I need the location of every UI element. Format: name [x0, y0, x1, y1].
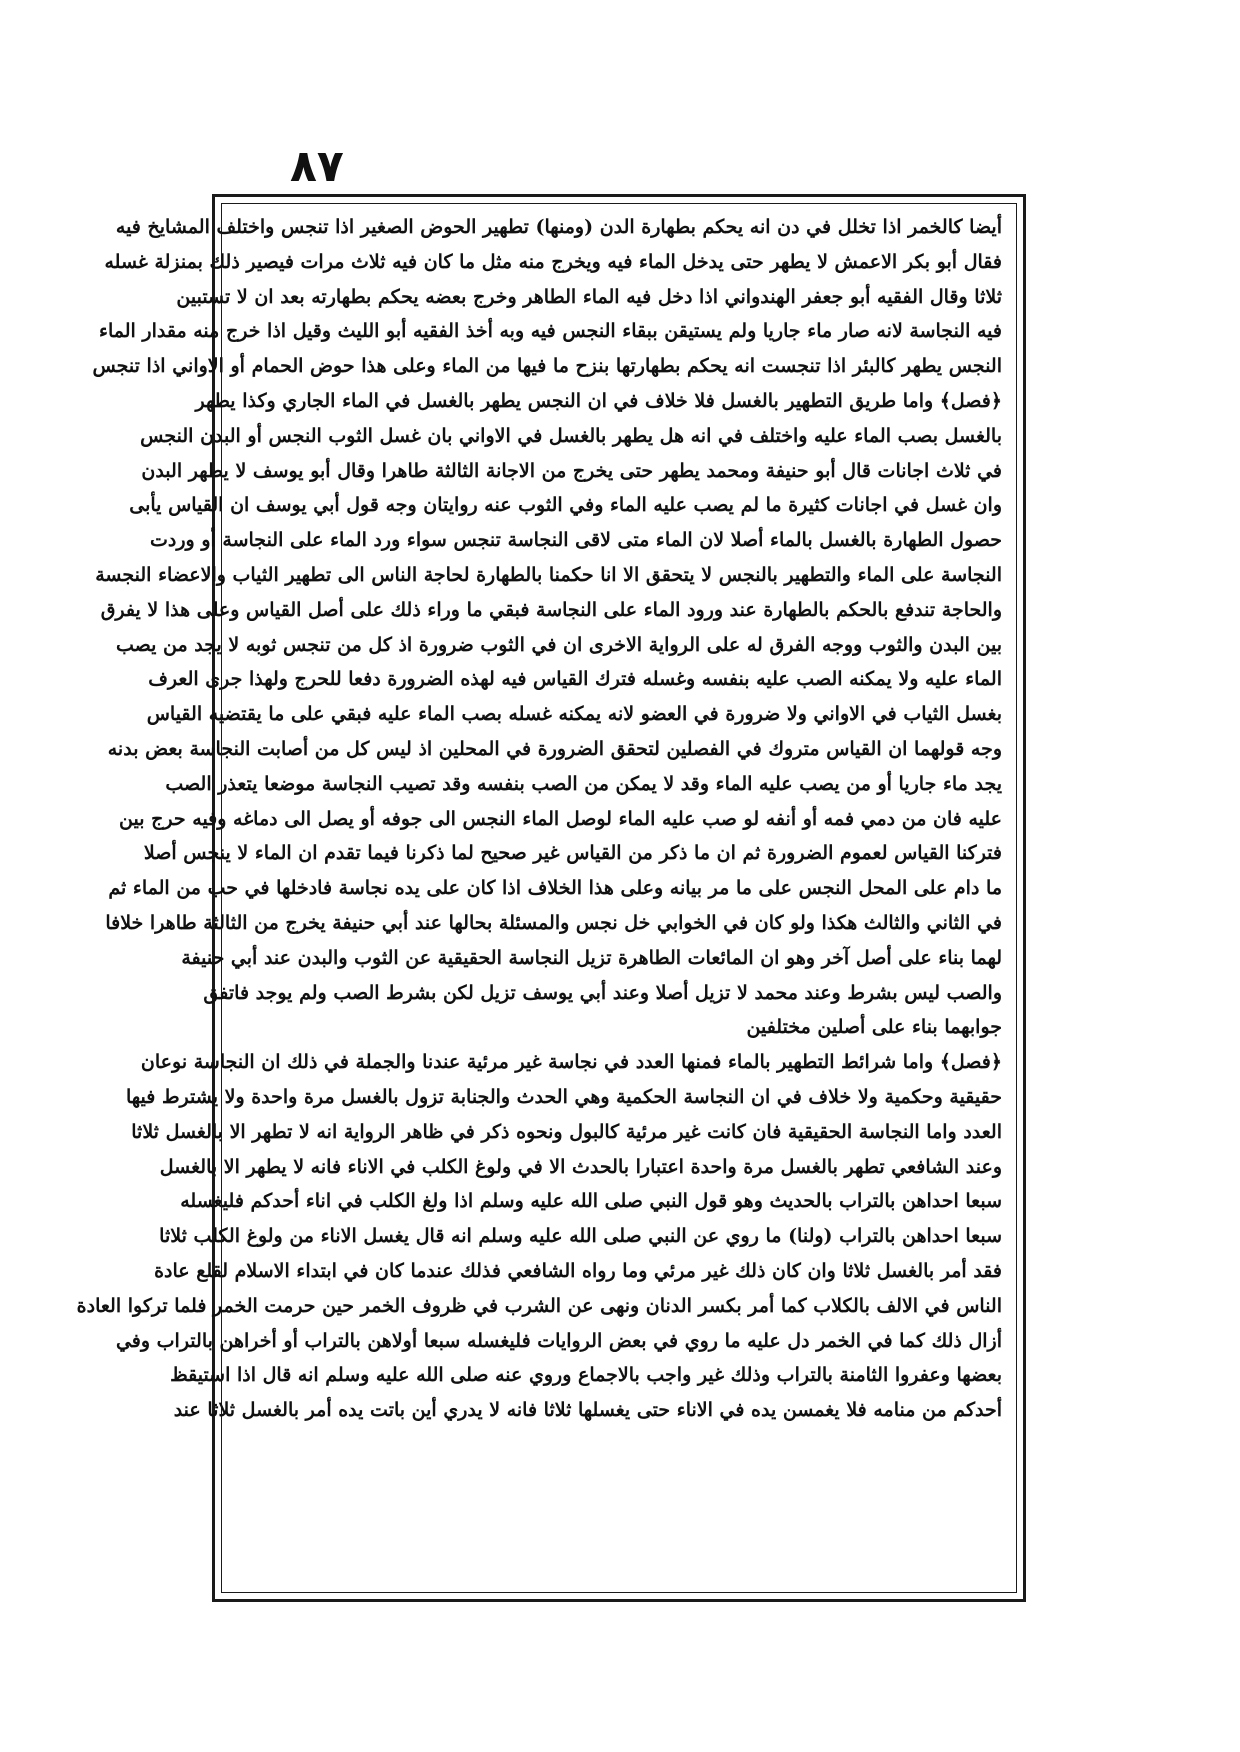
text-line: سبعا احداهن بالتراب بالحديث وهو قول النبي صلى الله عليه وسلم اذا ولغ الكلب في اناء أحدكم فليغسله: [180, 1190, 1002, 1213]
section-heading-line: ﴿فصل﴾ واما طريق التطهير بالغسل فلا خلاف في ان النجس يطهر بالغسل في الماء الجاري وكذا يطهر: [195, 389, 1002, 412]
text-line: بالغسل بصب الماء عليه واختلف في انه هل يطهر بالغسل في الاواني بان غسل الثوب النجس أو البدن النجس: [140, 424, 1002, 447]
text-line: العدد واما النجاسة الحقيقية فان كانت غير مرئية كالبول ونحوه ذكر في ظاهر الرواية انه لا تطهر الا بالغسل ثلاثا: [131, 1120, 1002, 1143]
page-number: ٨٧: [290, 141, 344, 192]
text-line: حقيقية وحكمية ولا خلاف في ان النجاسة الحكمية وهي الحدث والجنابة تزول بالغسل مرة واحدة ولا يشترط فيها: [125, 1085, 1002, 1108]
section-heading-line: ﴿فصل﴾ واما شرائط التطهير بالماء فمنها العدد في نجاسة غير مرئية عندنا والجملة في ذلك ان النجاسة نوعان: [140, 1051, 1002, 1074]
text-line: أحدكم من منامه فلا يغمسن يده في الاناء حتى يغسلها ثلاثا فانه لا يدري أين باتت يده أمر بالغسل ثلاثا عند: [173, 1399, 1002, 1422]
text-line: في الثاني والثالث هكذا ولو كان في الخوابي خل نجس والمسئلة بحالها عند أبي حنيفة يخرج من الثالثة طاهرا خلافا: [105, 911, 1002, 934]
text-line: فقال أبو بكر الاعمش لا يطهر حتى يدخل الماء فيه ويخرج منه مثل ما كان فيه ثلاث مرات فيصير ذلك بمنزلة غسله: [104, 250, 1002, 273]
text-frame: [76, 194, 1026, 1602]
text-line: والصب ليس بشرط وعند محمد لا تزيل أصلا وعند أبي يوسف تزيل لكن بشرط الصب ولم يوجد فاتفق: [203, 981, 1002, 1004]
text-line: أيضا كالخمر اذا تخلل في دن انه يحكم بطهارة الدن (ومنها) تطهير الحوض الصغير اذا تنجس واختلف المشايخ فيه: [115, 216, 1002, 238]
text-line: ما دام على المحل النجس على ما مر بيانه وعلى هذا الخلاف اذا كان على يده نجاسة فادخلها في حب من الماء ثم: [108, 877, 1002, 900]
text-line: والحاجة تندفع بالحكم بالطهارة عند ورود الماء على النجاسة فبقي ما وراء ذلك على أصل القياس وعلى هذا لا يفرق: [100, 598, 1002, 621]
text-line: يجد ماء جاريا أو من يصب عليه الماء وقد لا يمكن من الصب بنفسه وقد تصيب النجاسة موضعا يتعذر الصب: [165, 772, 1002, 795]
text-line: بغسل الثياب في الاواني ولا ضرورة في العضو لانه يمكنه غسله بصب الماء عليه فبقي على ما يقتضيه القياس: [146, 703, 1002, 726]
text-body: [76, 210, 1002, 1428]
text-line: بين البدن والثوب ووجه الفرق له على الرواية الاخرى ان في الثوب ضرورة اذ كل من تنجس ثوبه لا يجد من يصب: [115, 633, 1002, 656]
text-line: وان غسل في اجانات كثيرة ما لم يصب عليه الماء وفي الثوب عنه روايتان وجه قول أبي يوسف ان القياس يأبى: [129, 494, 1002, 517]
text-line: النجس يطهر كالبئر اذا تنجست انه يحكم بطهارتها بنزح ما فيها من الماء وعلى هذا حوض الحمام أو الاواني اذا تنجس: [92, 355, 1002, 378]
text-line: وعند الشافعي تطهر بالغسل مرة واحدة اعتبارا بالحدث الا في ولوغ الكلب في الاناء فانه لا يطهر الا بالغسل: [159, 1155, 1002, 1178]
text-line: الماء عليه ولا يمكنه الصب عليه بنفسه وغسله فترك القياس فيه لهذه الضرورة دفعا للحرج ولهذا جرى العرف: [148, 668, 1002, 691]
text-line: ثلاثا وقال الفقيه أبو جعفر الهندواني اذا دخل فيه الماء الطاهر وخرج بعضه يحكم بطهارته بعد ان لا تستبين: [176, 285, 1002, 308]
text-frame-inner: [76, 203, 1017, 1593]
text-line: عليه فان من دمي فمه أو أنفه لو صب عليه الماء لوصل الماء النجس الى جوفه أو يصل الى دماغه وفيه حرج بين: [119, 807, 1002, 830]
text-line: فيه النجاسة لانه صار ماء جاريا ولم يستيقن ببقاء النجس فيه وبه أخذ الفقيه أبو الليث وقيل اذا خرج منه مقدار الماء: [99, 320, 1002, 343]
text-line: النجاسة على الماء والتطهير بالنجس لا يتحقق الا انا حكمنا بالطهارة لحاجة الناس الى تطهير الثياب والاعضاء النجسة: [95, 563, 1002, 586]
text-line: جوابهما بناء على أصلين مختلفين: [746, 1016, 1002, 1039]
text-line: الناس في الالف بالكلاب كما أمر بكسر الدنان ونهى عن الشرب في ظروف الخمر حين حرمت الخمر فلما تركوا العادة: [76, 1294, 1002, 1317]
text-line: حصول الطهارة بالغسل بالماء أصلا لان الماء متى لاقى النجاسة تنجس سواء ورد الماء على النجاسة أو وردت: [150, 529, 1002, 552]
text-line: أزال ذلك كما في الخمر دل عليه ما روي في بعض الروايات فليغسله سبعا أولاهن بالتراب أو أخراهن بالتراب وفي: [115, 1329, 1002, 1352]
text-line: في ثلاث اجانات قال أبو حنيفة ومحمد يطهر حتى يخرج من الاجانة الثالثة طاهرا وقال أبو يوسف لا يطهر البدن: [141, 459, 1002, 482]
text-line: سبعا احداهن بالتراب (ولنا) ما روي عن النبي صلى الله عليه وسلم انه قال يغسل الاناء من ولوغ الكلب ثلاثا: [159, 1225, 1002, 1248]
text-line: وجه قولهما ان القياس متروك في الفصلين لتحقق الضرورة في المحلين اذ ليس كل من أصابت النجاسة بعض بدنه: [107, 737, 1002, 760]
text-line: فقد أمر بالغسل ثلاثا وان كان ذلك غير مرئي وما رواه الشافعي فذلك عندما كان في ابتداء الاسلام لقلع عادة: [154, 1259, 1002, 1282]
text-line: بعضها وعفروا الثامنة بالتراب وذلك غير واجب بالاجماع وروي عنه صلى الله عليه وسلم انه قال اذا استيقظ: [170, 1364, 1002, 1387]
text-line: لهما بناء على أصل آخر وهو ان المائعات الطاهرة تزيل النجاسة الحقيقية عن الثوب والبدن عند أبي حنيفة: [181, 946, 1002, 969]
text-line: فتركنا القياس لعموم الضرورة ثم ان ما ذكر من القياس غير صحيح لما ذكرنا فيما تقدم ان الماء لا ينجس أصلا: [143, 842, 1002, 865]
